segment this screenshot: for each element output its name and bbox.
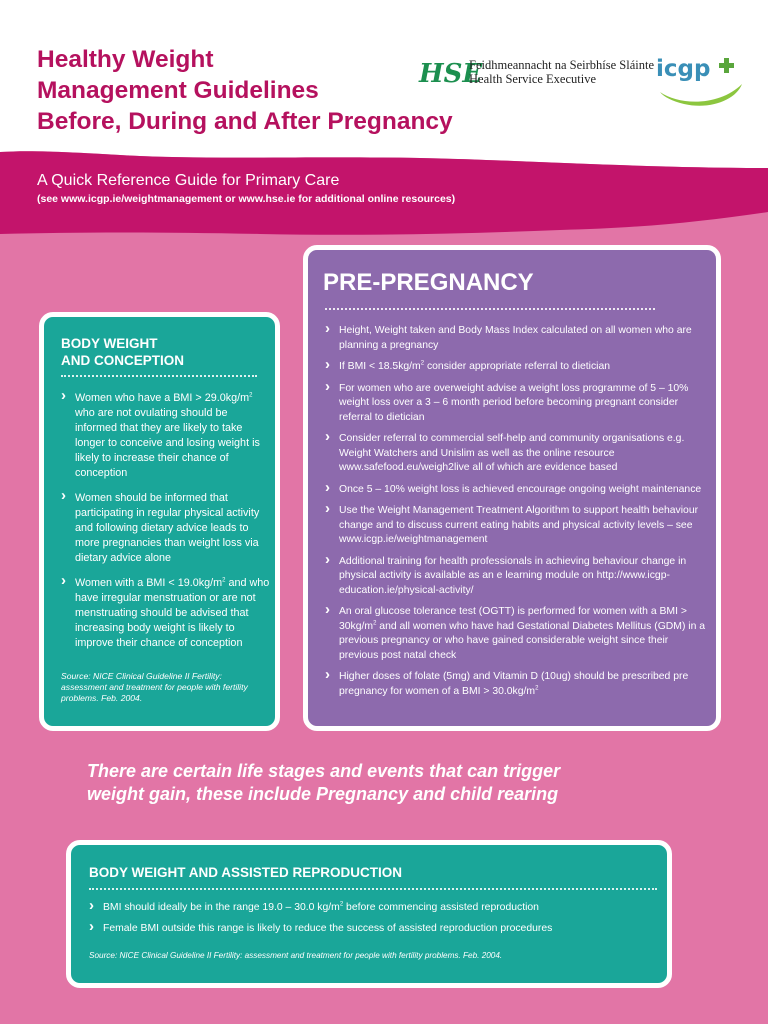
source-note: Source: NICE Clinical Guideline II Fertility: assessment and treatment for people with fertility problems. Feb. 2004.	[61, 671, 248, 703]
resources-note: (see www.icgp.ie/weightmanagement or www.hse.ie for additional online resources)	[37, 193, 456, 205]
list-item: › Women should be informed that participating in regular physical activity and following dietary advice leads to more pregnancies than weight loss via dietary advice alone	[61, 491, 271, 566]
list-item: › Additional training for health professionals in achieving behaviour change in physical activity is available as an e learning module on http://www.icgp-education.ie/physical-activity/	[325, 555, 710, 599]
list-item: › Women with a BMI < $19.0kg/m^2$ and who have irregular menstruation or are not menstruating should be advised that increasing body weight is likely to improve their chance of conception	[61, 576, 271, 651]
list-item: › Height, Weight taken and Body Mass Index calculated on all women who are planning a pregnancy	[325, 324, 710, 353]
panel-heading: PRE-PREGNANCY	[323, 269, 534, 296]
list-item: › An oral glucose tolerance test (OGTT) is performed for women with a BMI > $30kg/m^2$ and all women who have had Gestational Diabetes Mellitus (GDM) in a previous pregnancy or who have gained considerable weight since their previous post natal check	[325, 605, 710, 663]
conception-list	[61, 391, 271, 661]
list-item: › Female BMI outside this range is likely to reduce the success of assisted reproduction procedures	[89, 922, 664, 936]
subtitle: A Quick Reference Guide for Primary Care	[37, 172, 340, 189]
pre-pregnancy-panel	[303, 245, 721, 731]
icgp-logo	[650, 46, 745, 106]
dotted-divider	[89, 888, 657, 890]
body-weight-conception-panel	[39, 312, 280, 731]
svg-text:HSE: HSE	[419, 59, 483, 89]
panel-heading: BODY WEIGHT AND CONCEPTION	[61, 336, 185, 368]
svg-text:icgp: icgp	[656, 56, 711, 82]
panel-heading: BODY WEIGHT AND ASSISTED REPRODUCTION	[89, 865, 403, 880]
list-item: › BMI should ideally be in the range 19.0 – 30.0 $kg/m^2$ before commencing assisted reproduction	[89, 901, 664, 915]
source-note: Source: NICE Clinical Guideline II Fertility: assessment and treatment for people with fertility problems. Feb. 2004.	[89, 951, 503, 960]
hse-mark-icon	[418, 52, 483, 92]
hse-logo	[418, 52, 655, 92]
dotted-divider	[61, 375, 257, 377]
list-item: › Higher doses of folate (5mg) and Vitamin D (10ug) should be prescribed pre pregnancy for women of a BMI > $30.0kg/m^2$	[325, 670, 710, 699]
assisted-reproduction-panel	[66, 840, 672, 988]
assisted-list	[89, 901, 664, 943]
hse-name: Feidhmeannacht na Seirbhíse Sláinte Health Service Executive	[469, 58, 655, 86]
celtic-cross-icon	[719, 58, 734, 73]
list-item: › Use the Weight Management Treatment Algorithm to support health behaviour change and to discuss current eating habits and physical activity levels – see www.icgp.ie/weightmanagement	[325, 504, 710, 548]
list-item: › Once 5 – 10% weight loss is achieved encourage ongoing weight maintenance	[325, 483, 710, 498]
callout-quote: There are certain life stages and events that can trigger weight gain, these include Pregnancy and child rearing	[87, 761, 561, 804]
page-title: Healthy Weight Management Guidelines Before, During and After Pregnancy	[37, 46, 453, 135]
list-item: › Women who have a BMI > $29.0kg/m^2$ who are not ovulating should be informed that they are likely to take longer to conceive and losing weight is likely to increase their chance of conception	[61, 391, 271, 481]
dotted-divider	[325, 308, 655, 310]
pre-pregnancy-list	[325, 324, 710, 706]
list-item: › If BMI < $18.5kg/m^2$ consider appropriate referral to dietician	[325, 360, 710, 375]
list-item: › Consider referral to commercial self-help and community organisations e.g. Weight Watchers and Unislim as well as the online resource www.safefood.eu/weigh2live all of which are evidence based	[325, 432, 710, 476]
list-item: › For women who are overweight advise a weight loss programme of 5 – 10% weight loss over a 3 – 6 month period before becoming pregnant consider referral to dietician	[325, 382, 710, 426]
